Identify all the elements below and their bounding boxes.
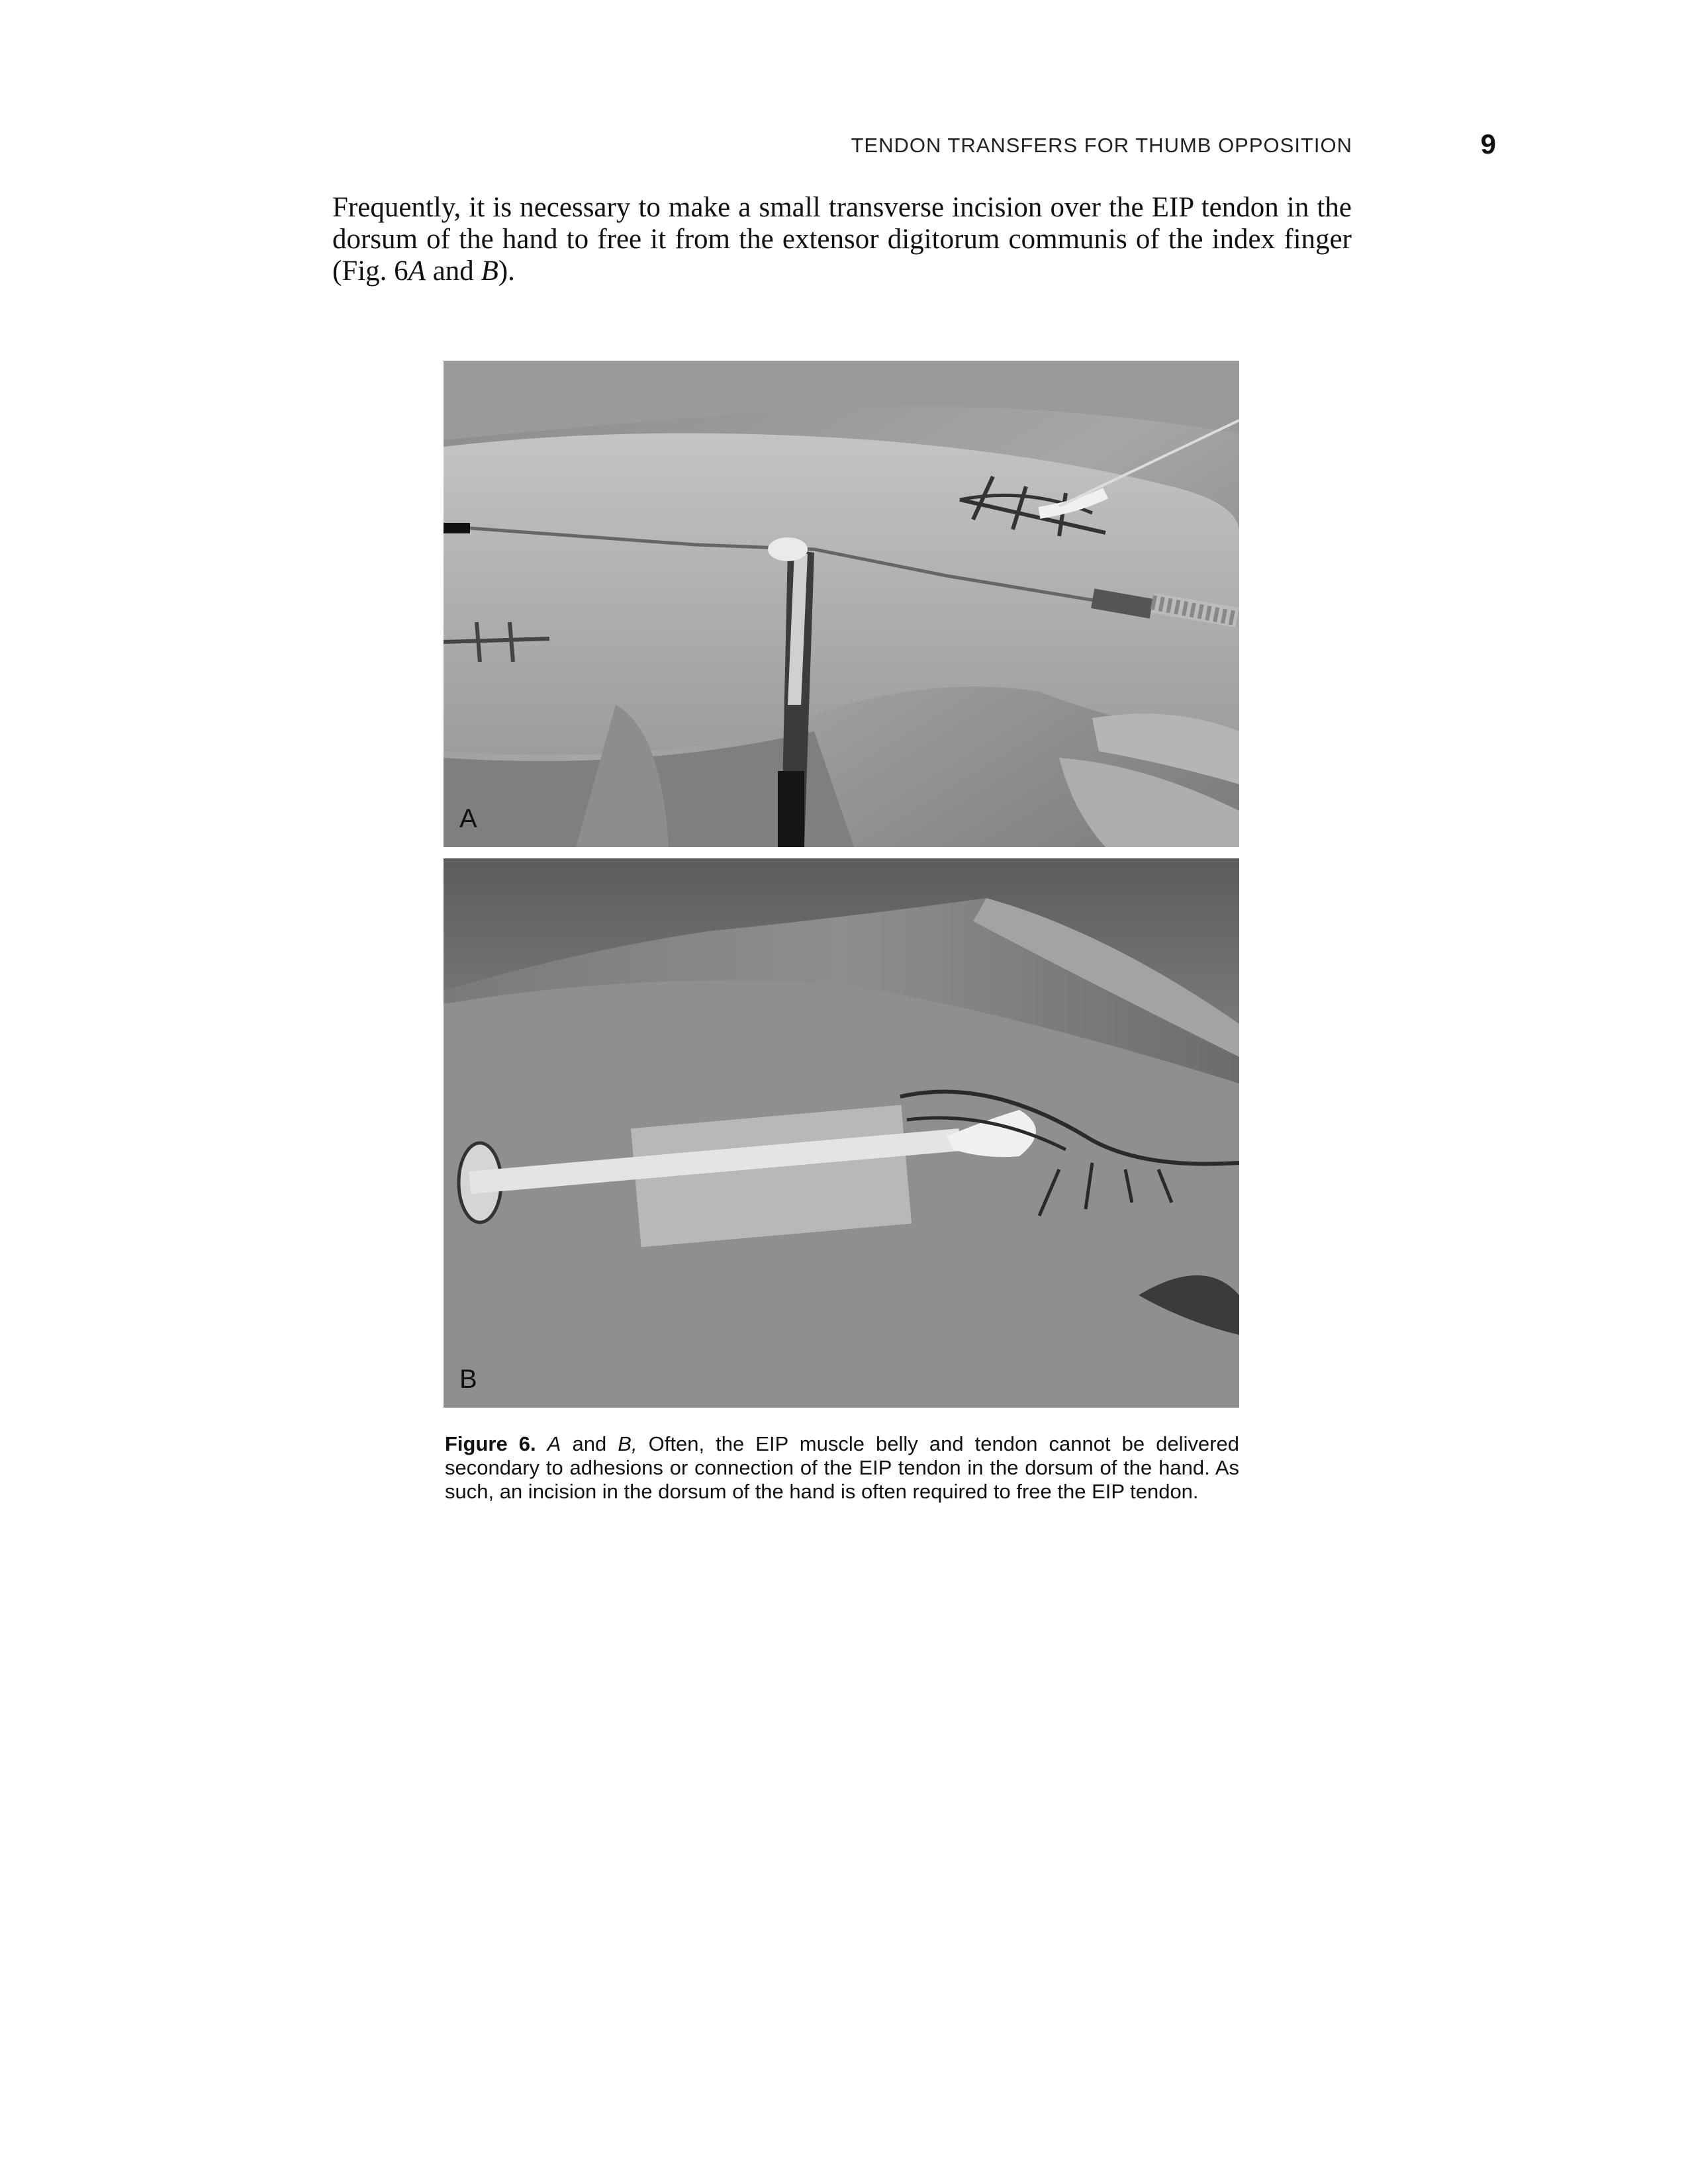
figure-panel-b — [444, 858, 1239, 1408]
paragraph-and: and — [425, 255, 481, 287]
photo-b — [444, 858, 1239, 1408]
panel-label-b: B — [459, 1365, 477, 1394]
figure-ref-b: B — [481, 255, 498, 287]
paragraph-end: ). — [498, 255, 515, 287]
panel-label-a: A — [459, 804, 477, 833]
paragraph-text: Frequently, it is necessary to make a small transverse incision over the EIP tendon in the dorsum of the hand to free it from the extensor digitorum communis of the index finger (Fig. 6 — [332, 192, 1352, 287]
caption-ref-a: A — [547, 1432, 561, 1455]
figure-ref-a: A — [408, 255, 426, 287]
body-paragraph — [332, 192, 1352, 287]
photo-a — [444, 361, 1239, 847]
page-number: 9 — [1480, 128, 1496, 159]
caption-label: Figure 6. — [445, 1432, 536, 1455]
caption-text: Often, the EIP muscle belly and tendon cannot be delivered secondary to adhesions or connection of the EIP tendon in the dorsum of the hand. As such, an incision in the dorsum of the hand is often required to free the EIP tendon. — [445, 1432, 1240, 1503]
figure-panel-a — [444, 361, 1239, 847]
running-head: TENDON TRANSFERS FOR THUMB OPPOSITION — [851, 134, 1352, 157]
caption-ref-b: B, — [618, 1432, 637, 1455]
caption-and: and — [561, 1432, 618, 1455]
figure-caption — [445, 1432, 1239, 1504]
